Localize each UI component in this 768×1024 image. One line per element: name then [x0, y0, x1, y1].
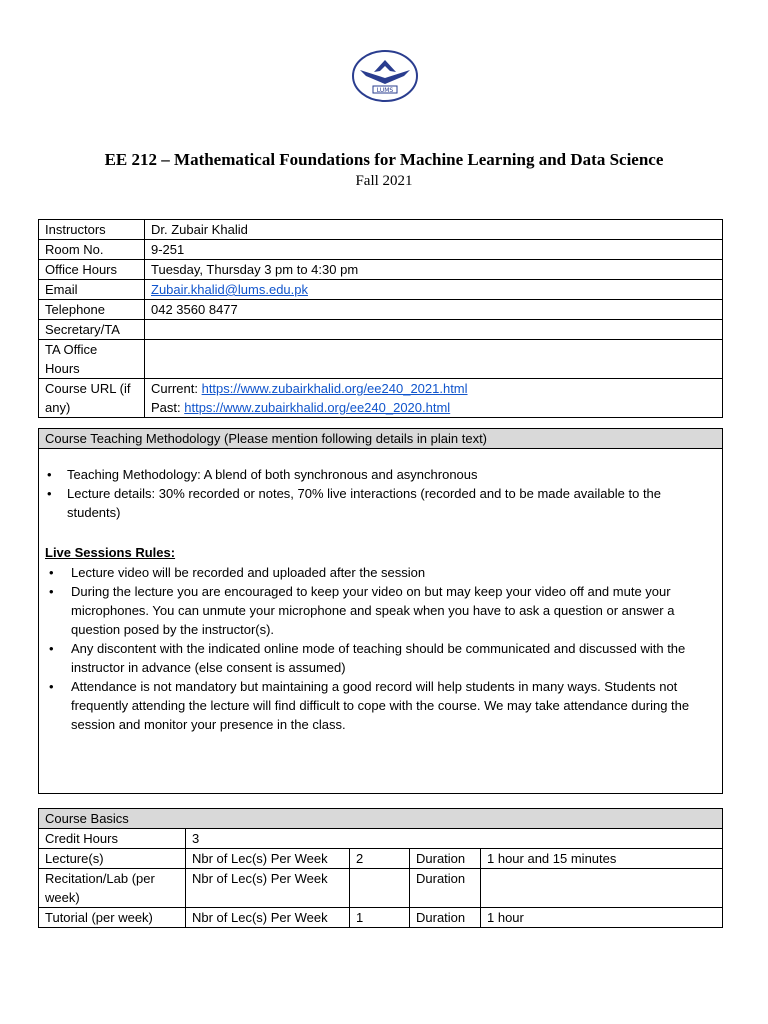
- tutorial-label: Tutorial (per week): [39, 908, 186, 928]
- table-row: [39, 379, 723, 418]
- room-label: Room No.: [39, 240, 145, 260]
- list-item: • Lecture details: 30% recorded or notes, 70% live interactions (recorded and to be made available to the students): [39, 484, 712, 522]
- tutorial-nbr-value: 1: [350, 908, 410, 928]
- recitation-label-line1: Recitation/Lab (per: [45, 871, 155, 886]
- rules-title: Live Sessions Rules:: [45, 545, 176, 560]
- ta-office-label-line1: TA Office: [45, 342, 98, 357]
- secretary-value: [145, 320, 723, 340]
- lecture-nbr-label: Nbr of Lec(s) Per Week: [186, 849, 350, 869]
- office-hours-label: Office Hours: [39, 260, 145, 280]
- course-url-label-line2: any): [45, 400, 71, 415]
- table-row: [39, 809, 723, 829]
- lecture-label: Lecture(s): [39, 849, 186, 869]
- logo-text: LUMS: [376, 87, 394, 94]
- methodology-table: [38, 428, 723, 794]
- list-item: • Lecture video will be recorded and uploaded after the session: [39, 563, 712, 582]
- instructors-label: Instructors: [39, 220, 145, 240]
- rules-list: [39, 563, 712, 734]
- email-link[interactable]: Zubair.khalid@lums.edu.pk: [151, 282, 308, 297]
- recitation-nbr-value: [350, 869, 410, 908]
- instructors-value: Dr. Zubair Khalid: [145, 220, 723, 240]
- recitation-duration-label: Duration: [410, 869, 481, 908]
- table-row: [39, 829, 723, 849]
- past-url-label: Past:: [151, 400, 181, 415]
- lecture-duration-value: 1 hour and 15 minutes: [481, 849, 723, 869]
- table-row: [39, 240, 723, 260]
- course-term: Fall 2021: [355, 173, 413, 189]
- lecture-duration-label: Duration: [410, 849, 481, 869]
- table-row: [39, 260, 723, 280]
- methodology-list: [39, 465, 712, 522]
- table-row: [39, 320, 723, 340]
- ta-office-hours-label: [39, 340, 145, 379]
- lums-logo: [352, 50, 418, 102]
- table-row: [39, 869, 723, 908]
- lecture-nbr-value: 2: [350, 849, 410, 869]
- ta-office-label-line2: Hours: [45, 361, 80, 376]
- table-row: [39, 849, 723, 869]
- table-row: [39, 220, 723, 240]
- email-cell: [145, 280, 723, 300]
- tutorial-duration-value: 1 hour: [481, 908, 723, 928]
- credit-value: 3: [186, 829, 723, 849]
- tutorial-duration-label: Duration: [410, 908, 481, 928]
- email-label: Email: [39, 280, 145, 300]
- basics-header: Course Basics: [39, 809, 723, 829]
- recitation-duration-value: [481, 869, 723, 908]
- list-item: • During the lecture you are encouraged to keep your video on but may keep your video off and mute your microphones. You can unmute your microphone and speak when you have to ask a question or answer a question posed by the instructor(s).: [39, 582, 712, 639]
- table-row: [39, 300, 723, 320]
- table-row: [39, 449, 723, 794]
- table-row: [39, 280, 723, 300]
- past-url-link[interactable]: https://www.zubairkhalid.org/ee240_2020.html: [184, 400, 451, 415]
- telephone-value: 042 3560 8477: [145, 300, 723, 320]
- recitation-label-line2: week): [45, 890, 80, 905]
- list-item: • Any discontent with the indicated online mode of teaching should be communicated and discussed with the instructor in advance (else consent is assumed): [39, 639, 712, 677]
- methodology-body: [39, 449, 723, 794]
- recitation-label: [39, 869, 186, 908]
- current-url-link[interactable]: https://www.zubairkhalid.org/ee240_2021.html: [201, 381, 468, 396]
- recitation-nbr-label: Nbr of Lec(s) Per Week: [186, 869, 350, 908]
- list-item: • Attendance is not mandatory but maintaining a good record will help students in many ways. Students not frequently attending the lecture will find difficult to cope with the course. We may take attendance during the session and monitor your presence in the class.: [39, 677, 712, 734]
- course-url-value: [145, 379, 723, 418]
- course-url-label-line1: Course URL (if: [45, 381, 131, 396]
- credit-label: Credit Hours: [39, 829, 186, 849]
- course-title: EE 212 – Mathematical Foundations for Machine Learning and Data Science: [104, 150, 664, 169]
- room-value: 9-251: [145, 240, 723, 260]
- telephone-label: Telephone: [39, 300, 145, 320]
- tutorial-nbr-label: Nbr of Lec(s) Per Week: [186, 908, 350, 928]
- ta-office-hours-value: [145, 340, 723, 379]
- current-url-label: Current:: [151, 381, 198, 396]
- table-row: [39, 908, 723, 928]
- course-basics-table: [38, 808, 723, 928]
- course-url-label: [39, 379, 145, 418]
- table-row: [39, 429, 723, 449]
- methodology-header: Course Teaching Methodology (Please mention following details in plain text): [39, 429, 723, 449]
- secretary-label: Secretary/TA: [39, 320, 145, 340]
- instructor-info-table: [38, 219, 723, 418]
- table-row: [39, 340, 723, 379]
- office-hours-value: Tuesday, Thursday 3 pm to 4:30 pm: [145, 260, 723, 280]
- list-item: • Teaching Methodology: A blend of both synchronous and asynchronous: [39, 465, 712, 484]
